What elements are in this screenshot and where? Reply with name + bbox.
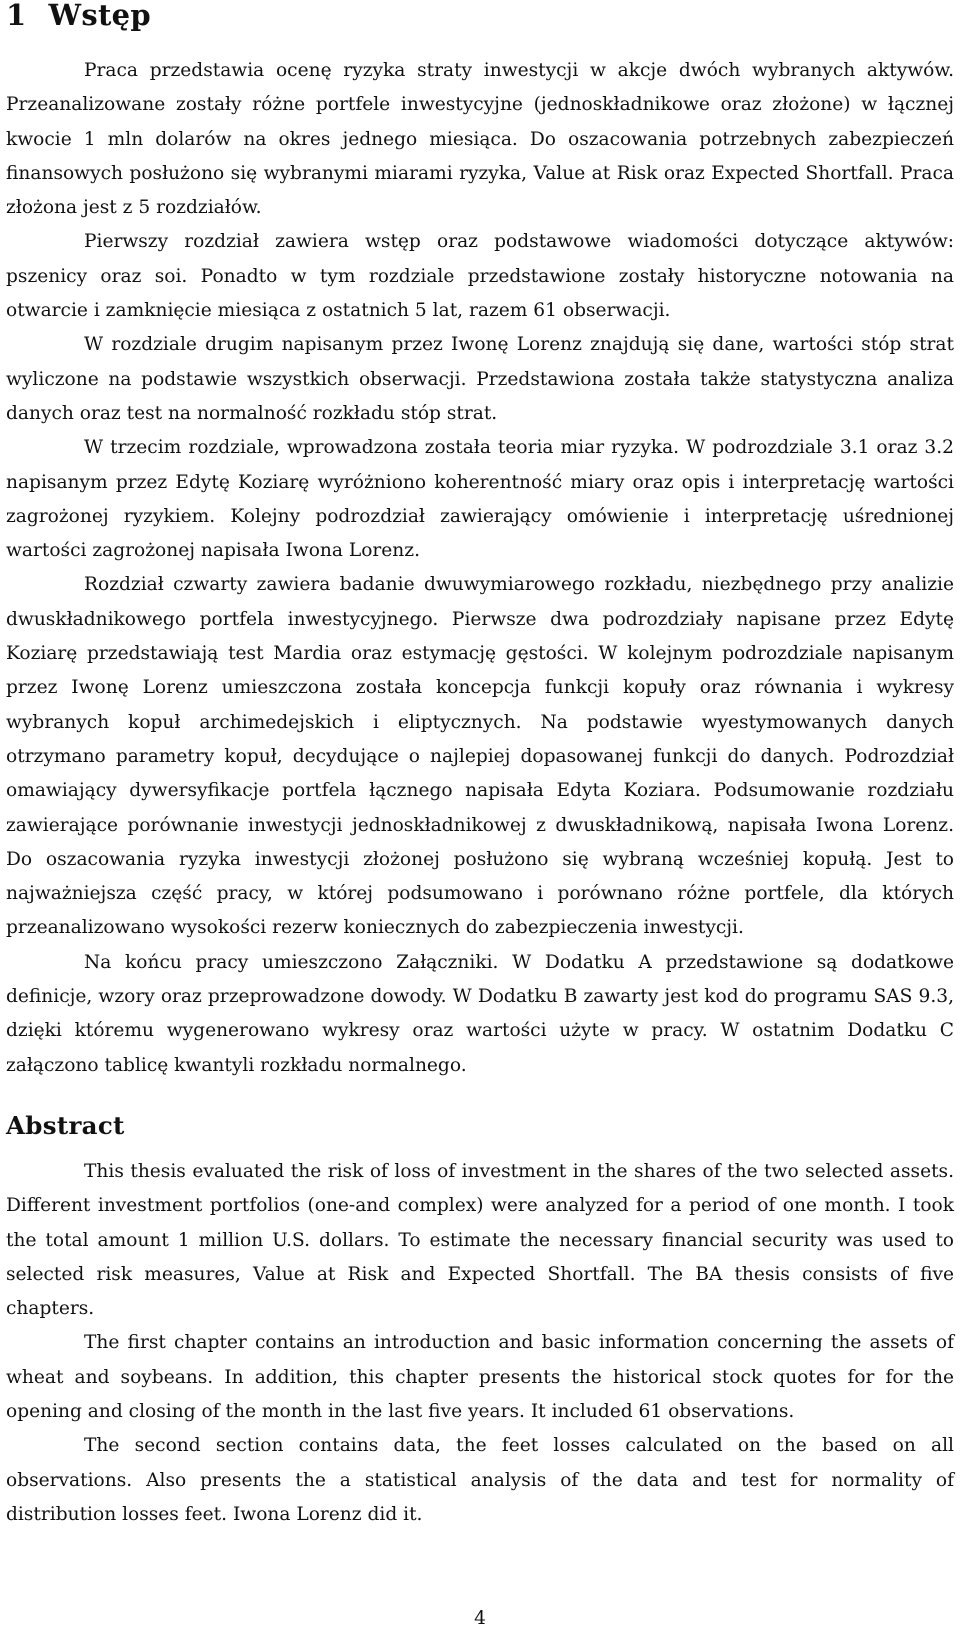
paragraph: Pierwszy rozdział zawiera wstęp oraz podstawowe wiadomości dotyczące aktywów: pszenicy oraz soi. Ponadto w tym rozdziale przedstawione zostały historyczne notowania na otwarcie i zamknięcie miesiąca z ostatnich 5 lat, razem 61 obserwacji. [6,231,954,322]
paragraph: Rozdział czwarty zawiera badanie dwuwymiarowego rozkładu, niezbędnego przy analizie dwuskładnikowego portfela inwestycyjnego. Pierwsze dwa podrozdziały napisane przez Edytę Koziarę przedstawiają test Mardia oraz estymację gęstości. W kolejnym podrozdziale napisanym przez Iwonę Lorenz umieszczona została koncepcja funkcji kopuły oraz równania i wykresy wybranych kopuł archimedejskich i eliptycznych. Na podstawie wyestymowanych danych otrzymano parametry kopuł, decydujące o najlepiej dopasowanej funkcji do danych. Podrozdział omawiający dywersyfikacje portfela łącznego napisała Edyta Koziara. Podsumowanie rozdziału zawierające porównanie inwestycji jednoskładnikowej z dwuskładnikową, napisała Iwona Lorenz. Do oszacowania ryzyka inwestycji złożonej posłużono się wybraną wcześniej kopułą. Jest to najważniejsza część pracy, w której podsumowano i porównano różne portfele, dla których przeanalizowano wysokości rezerw koniecznych do zabezpieczenia inwestycji. [6,574,954,939]
paragraph: Praca przedstawia ocenę ryzyka straty inwestycji w akcje dwóch wybranych aktywów. Przeanalizowane zostały różne portfele inwestycyjne (jednoskładnikowe oraz złożone) w łącznej kwocie 1 mln dolarów na okres jednego miesiąca. Do oszacowania potrzebnych zabezpieczeń finansowych posłużono się wybranymi miarami ryzyka, Value at Risk oraz Expected Shortfall. Praca złożona jest z 5 rozdziałów. [6,60,954,219]
section-body [6,54,954,1083]
abstract-heading: Abstract [6,1110,125,1140]
abstract-paragraph: This thesis evaluated the risk of loss of investment in the shares of the two selected assets. Different investment portfolios (one-and complex) were analyzed for a period of one month. I took the total amount 1 million U.S. dollars. To estimate the necessary financial security was used to selected risk measures, Value at Risk and Expected Shortfall. The BA thesis consists of five chapters. [6,1160,954,1320]
paragraph: Na końcu pracy umieszczono Załączniki. W Dodatku A przedstawione są dodatkowe definicje, wzory oraz przeprowadzone dowody. W Dodatku B zawarty jest kod do programu SAS 9.3, dzięki któremu wygenerowano wykresy oraz wartości użyte w pracy. W ostatnim Dodatku C załączono tablicę kwantyli rozkładu normalnego. [6,951,954,1076]
section-title: Wstęp [48,0,152,32]
section-number: 1 [6,0,27,32]
abstract-paragraph: The first chapter contains an introduction and basic information concerning the assets of wheat and soybeans. In addition, this chapter presents the historical stock quotes for for the opening and closing of the month in the last five years. It included 61 observations. [6,1332,954,1422]
page-number: 4 [474,1608,486,1629]
abstract-paragraph: The second section contains data, the feet losses calculated on the based on all observations. Also presents the a statistical analysis of the data and test for normality of distribution losses feet. Iwona Lorenz did it. [6,1435,954,1525]
paragraph: W trzecim rozdziale, wprowadzona została teoria miar ryzyka. W podrozdziale 3.1 oraz 3.2 napisanym przez Edytę Koziarę wyróżniono koherentność miary oraz opis i interpretację wartości zagrożonej ryzykiem. Kolejny podrozdział zawierający omówienie i interpretację uśrednionej wartości zagrożonej napisała Iwona Lorenz. [6,437,954,562]
paragraph: W rozdziale drugim napisanym przez Iwonę Lorenz znajdują się dane, wartości stóp strat wyliczone na podstawie wszystkich obserwacji. Przedstawiona została także statystyczna analiza danych oraz test na normalność rozkładu stóp strat. [6,334,954,424]
abstract-body [6,1155,954,1532]
section-heading [6,0,954,30]
